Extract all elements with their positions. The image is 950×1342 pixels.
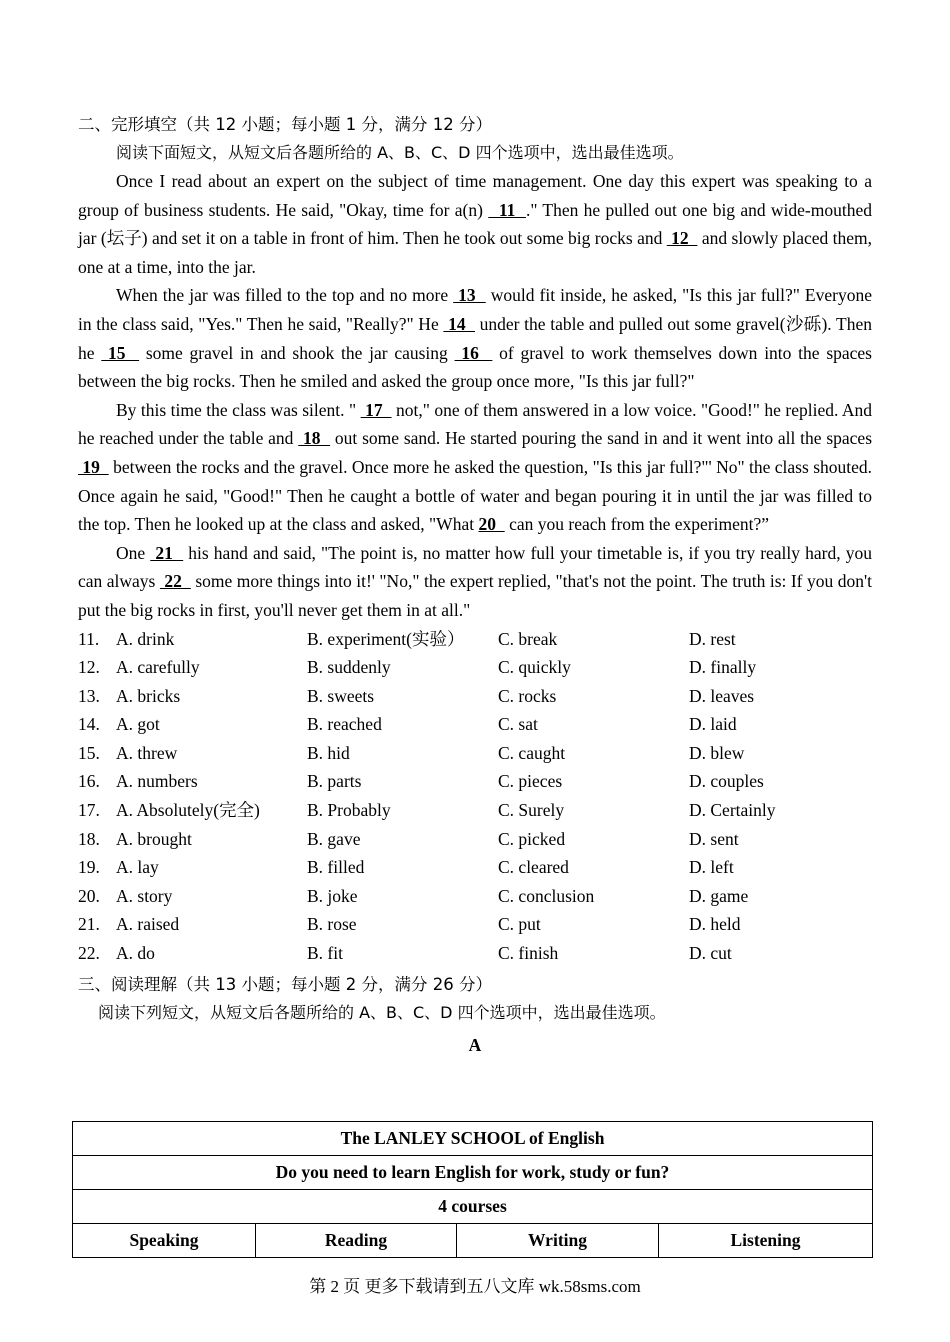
- option-c: C. break: [498, 628, 558, 649]
- ad-courses-label: 4 courses: [73, 1190, 873, 1224]
- option-c: C. conclusion: [498, 885, 595, 906]
- passage-label: A: [468, 1034, 482, 1055]
- blank-14: 14: [443, 313, 475, 334]
- option-number: 20.: [78, 885, 100, 906]
- ad-title: The LANLEY SCHOOL of English: [73, 1122, 873, 1156]
- option-c: C. rocks: [498, 685, 557, 706]
- option-b: B. parts: [307, 771, 362, 792]
- option-b: B. Probably: [307, 800, 391, 821]
- text-run: One: [116, 542, 151, 563]
- option-row: [78, 796, 872, 825]
- option-row: [78, 853, 872, 882]
- text-run: not," one of them answered in a low voice. "Good!" he replied. And he reached under the table and: [78, 399, 873, 449]
- option-a: A. lay: [116, 857, 159, 878]
- option-b: B. sweets: [307, 685, 375, 706]
- option-c: C. cleared: [498, 857, 569, 878]
- text-run: can you reach from the experiment?”: [504, 514, 770, 535]
- option-d: D. blew: [689, 742, 745, 763]
- option-number: 16.: [78, 771, 100, 792]
- option-a: A. story: [116, 885, 173, 906]
- option-number: 17.: [78, 800, 100, 821]
- cloze-paragraph-2: [78, 281, 872, 395]
- cloze-paragraph-3: [78, 396, 872, 539]
- text-run: By this time the class was silent. ": [116, 399, 361, 420]
- blank-18: 18: [298, 428, 331, 449]
- option-row: [78, 710, 872, 739]
- blank-11: 11: [488, 199, 526, 220]
- text-run: between the rocks and the gravel. Once more he asked the question, "Is this jar full?"' No" the class shouted. Once again he said, "Good!" Then he caught a bottle of water and began pouring it in until the jar was filled to the top. Then he looked up at the class and asked, "What: [78, 456, 873, 535]
- school-ad-table: [72, 1121, 873, 1258]
- option-row: [78, 739, 872, 768]
- section2-instruction: 阅读下面短文，从短文后各题所给的 A、B、C、D 四个选项中，选出最佳选项。: [116, 143, 684, 162]
- option-d: D. finally: [689, 657, 757, 678]
- cloze-paragraph-1: [78, 167, 872, 281]
- blank-16: 16: [454, 342, 493, 363]
- option-number: 12.: [78, 657, 100, 678]
- section2-heading: 二、完形填空（共 12 小题；每小题 1 分，满分 12 分）: [78, 115, 492, 134]
- option-d: D. Certainly: [689, 800, 776, 821]
- text-run: under the table and pulled out some gravel(沙砾). Then he: [78, 313, 872, 363]
- option-a: A. got: [116, 714, 160, 735]
- section3-instruction: 阅读下列短文，从短文后各题所给的 A、B、C、D 四个选项中，选出最佳选项。: [98, 1002, 666, 1022]
- option-b: B. fit: [307, 943, 343, 964]
- option-d: D. leaves: [689, 685, 755, 706]
- option-b: B. reached: [307, 714, 382, 735]
- option-number: 15.: [78, 742, 100, 763]
- blank-17: 17: [360, 399, 392, 420]
- course-writing: Writing: [457, 1224, 659, 1258]
- option-b: B. joke: [307, 885, 358, 906]
- option-a: A. carefully: [116, 657, 200, 678]
- option-a: A. numbers: [116, 771, 198, 792]
- option-d: D. game: [689, 885, 749, 906]
- option-number: 14.: [78, 714, 100, 735]
- option-c: C. quickly: [498, 657, 571, 678]
- option-number: 22.: [78, 943, 100, 964]
- text-run: some gravel in and shook the jar causing: [139, 342, 455, 363]
- option-row: [78, 825, 872, 854]
- option-number: 13.: [78, 685, 100, 706]
- blank-13: 13: [453, 285, 486, 306]
- option-a: A. raised: [116, 914, 180, 935]
- text-run: some more things into it!' "No," the expert replied, "that's not the point. The truth is: If you don't put the big rocks in first, you'll never get them in at all.": [78, 571, 873, 620]
- option-row: [78, 910, 872, 939]
- option-a: A. threw: [116, 742, 178, 763]
- option-b: B. gave: [307, 828, 361, 849]
- text-run: When the jar was filled to the top and no more: [116, 285, 454, 306]
- option-b: B. suddenly: [307, 657, 391, 678]
- blank-20: 20: [478, 514, 505, 535]
- option-number: 11.: [78, 628, 100, 649]
- text-run: his hand and said, "The point is, no matter how full your timetable is, if you try really hard, you can always: [78, 542, 872, 592]
- option-a: A. bricks: [116, 685, 181, 706]
- option-d: D. sent: [689, 828, 739, 849]
- option-d: D. left: [689, 857, 734, 878]
- text-run: ." Then he pulled out one big and wide-mouthed jar (坛子) and set it on a table in front of him. Then he took out some big rocks and: [78, 199, 872, 249]
- option-a: A. do: [116, 943, 155, 964]
- option-number: 19.: [78, 857, 100, 878]
- option-d: D. laid: [689, 714, 737, 735]
- option-row: [78, 939, 872, 968]
- option-c: C. put: [498, 914, 541, 935]
- text-run: of gravel to work themselves down into the spaces between the big rocks. Then he smiled and asked the group once more, "Is this jar full?": [78, 342, 872, 392]
- ad-subtitle: Do you need to learn English for work, study or fun?: [73, 1156, 873, 1190]
- option-d: D. rest: [689, 628, 736, 649]
- option-b: B. rose: [307, 914, 357, 935]
- option-row: [78, 653, 872, 682]
- page-content: [78, 108, 872, 1059]
- option-c: C. sat: [498, 714, 538, 735]
- option-number: 21.: [78, 914, 100, 935]
- text-run: out some sand. He started pouring the sand in and it went into all the spaces: [330, 428, 873, 449]
- option-row: [78, 767, 872, 796]
- option-row: [78, 882, 872, 911]
- course-listening: Listening: [659, 1224, 873, 1258]
- option-b: B. hid: [307, 742, 350, 763]
- option-c: C. Surely: [498, 800, 565, 821]
- option-c: C. caught: [498, 742, 566, 763]
- course-speaking: Speaking: [73, 1224, 256, 1258]
- option-c: C. finish: [498, 943, 559, 964]
- page-footer: 第 2 页 更多下载请到五八文库 wk.58sms.com: [309, 1277, 641, 1296]
- option-a: A. drink: [116, 628, 175, 649]
- option-d: D. held: [689, 914, 741, 935]
- text-run: would fit inside, he asked, "Is this jar full?" Everyone in the class said, "Yes." Then he said, "Really?" He: [78, 285, 872, 334]
- blank-19: 19: [78, 456, 109, 477]
- blank-15: 15: [101, 342, 140, 363]
- option-c: C. picked: [498, 828, 566, 849]
- option-b: B. experiment(实验）: [307, 628, 465, 649]
- blank-12: 12: [666, 228, 698, 249]
- option-b: B. filled: [307, 857, 365, 878]
- option-d: D. cut: [689, 943, 732, 964]
- course-reading: Reading: [256, 1224, 457, 1258]
- option-a: A. Absolutely(完全): [116, 800, 260, 821]
- text-run: and slowly placed them, one at a time, into the jar.: [78, 228, 873, 277]
- text-run: Once I read about an expert on the subject of time management. One day this expert was speaking to a group of business students. He said, "Okay, time for a(n): [78, 171, 872, 220]
- cloze-paragraph-4: [78, 539, 872, 625]
- option-number: 18.: [78, 828, 100, 849]
- option-row: [78, 682, 872, 711]
- option-row: [78, 625, 872, 654]
- option-a: A. brought: [116, 828, 192, 849]
- section3-heading: 三、阅读理解（共 13 小题；每小题 2 分，满分 26 分）: [78, 974, 492, 994]
- option-c: C. pieces: [498, 771, 563, 792]
- blank-21: 21: [150, 542, 184, 563]
- cloze-options: [78, 625, 872, 968]
- blank-22: 22: [159, 571, 191, 592]
- option-d: D. couples: [689, 771, 764, 792]
